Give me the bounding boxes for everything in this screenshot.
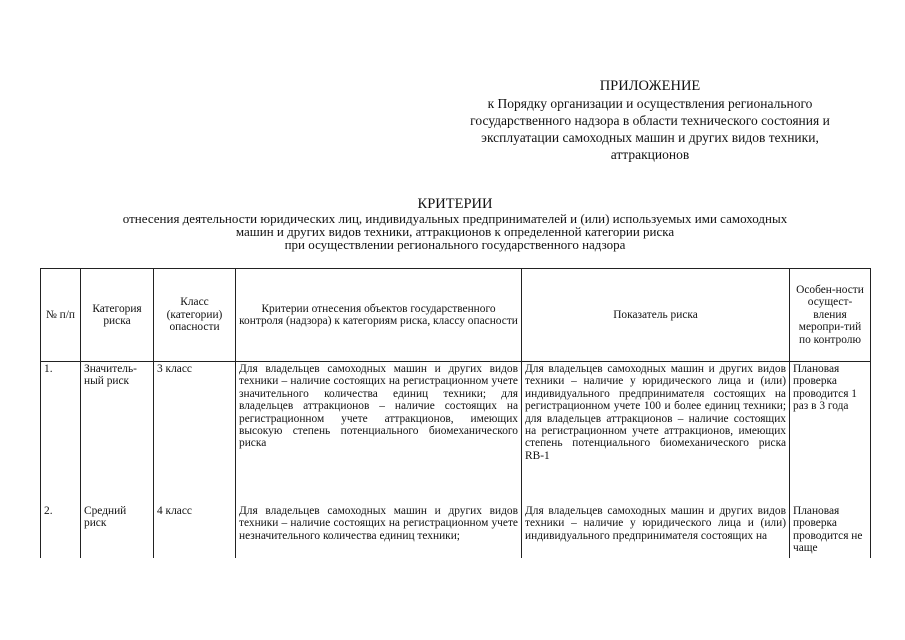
cell-number: 1. <box>41 362 81 505</box>
appendix-line: государственного надзора в области технического состояния и <box>470 113 830 128</box>
cell-number: 2. <box>41 504 81 558</box>
cell-hazard-class: 3 класс <box>154 362 236 505</box>
criteria-line: отнесения деятельности юридических лиц, индивидуальных предпринимателей и (или) используемых ими самоходных <box>122 211 788 226</box>
cell-risk-indicator: Для владельцев самоходных машин и других видов техники – наличие у юридического лица и (или) индивидуального предпринимателя состоящих на <box>522 504 790 558</box>
cell-control-features: Плановая проверка проводится 1 раз в 3 года <box>790 362 871 505</box>
criteria-title: КРИТЕРИИ <box>417 196 493 212</box>
cell-risk-category: Значитель-ный риск <box>81 362 154 505</box>
header-risk-indicator: Показатель риска <box>522 269 790 362</box>
table-row <box>41 504 871 558</box>
header-control-features: Особен-ности осущест-вления меропри-тий по контролю <box>790 269 871 362</box>
header-criteria: Критерии отнесения объектов государственного контроля (надзора) к категориям риска, классу опасности <box>236 269 522 362</box>
header-risk-category: Категория риска <box>81 269 154 362</box>
criteria-line: при осуществлении регионального государственного надзора <box>284 237 626 252</box>
appendix-line: к Порядку организации и осуществления регионального <box>487 96 813 111</box>
criteria-line: машин и других видов техники, аттракционов к определенной категории риска <box>235 224 675 239</box>
cell-criteria: Для владельцев самоходных машин и других видов техники – наличие состоящих на регистрационном учете незначительного количества единиц техники; <box>236 504 522 558</box>
cell-risk-category: Средний риск <box>81 504 154 558</box>
appendix-line: эксплуатации самоходных машин и других видов техники, <box>481 130 819 145</box>
cell-hazard-class: 4 класс <box>154 504 236 558</box>
header-number: № п/п <box>41 269 81 362</box>
cell-control-features: Плановая проверка проводится не чаще <box>790 504 871 558</box>
header-hazard-class: Класс (категории) опасности <box>154 269 236 362</box>
appendix-line: аттракционов <box>610 147 690 162</box>
risk-criteria-table <box>40 268 871 558</box>
cell-risk-indicator: Для владельцев самоходных машин и других видов техники – наличие у юридического лица и (или) индивидуального предпринимателя состоящих на регистрационном учете 100 и более единиц техники; для владельцев аттракционов – наличие состоящих на регистрационном учете аттракционов, имеющих степень потенциального биомеханического риска RB-1 <box>522 362 790 505</box>
criteria-title-block <box>40 196 870 251</box>
appendix-heading: ПРИЛОЖЕНИЕ <box>599 78 701 94</box>
table-header-row <box>41 269 871 362</box>
table-row <box>41 362 871 505</box>
cell-criteria: Для владельцев самоходных машин и других видов техники – наличие состоящих на регистрационном учете значительного количества единиц техники; для владельцев аттракционов – наличие состоящих на регистрационном учете аттракционов, имеющих высокую степень потенциального биомеханического риска <box>236 362 522 505</box>
appendix-block <box>440 78 860 163</box>
